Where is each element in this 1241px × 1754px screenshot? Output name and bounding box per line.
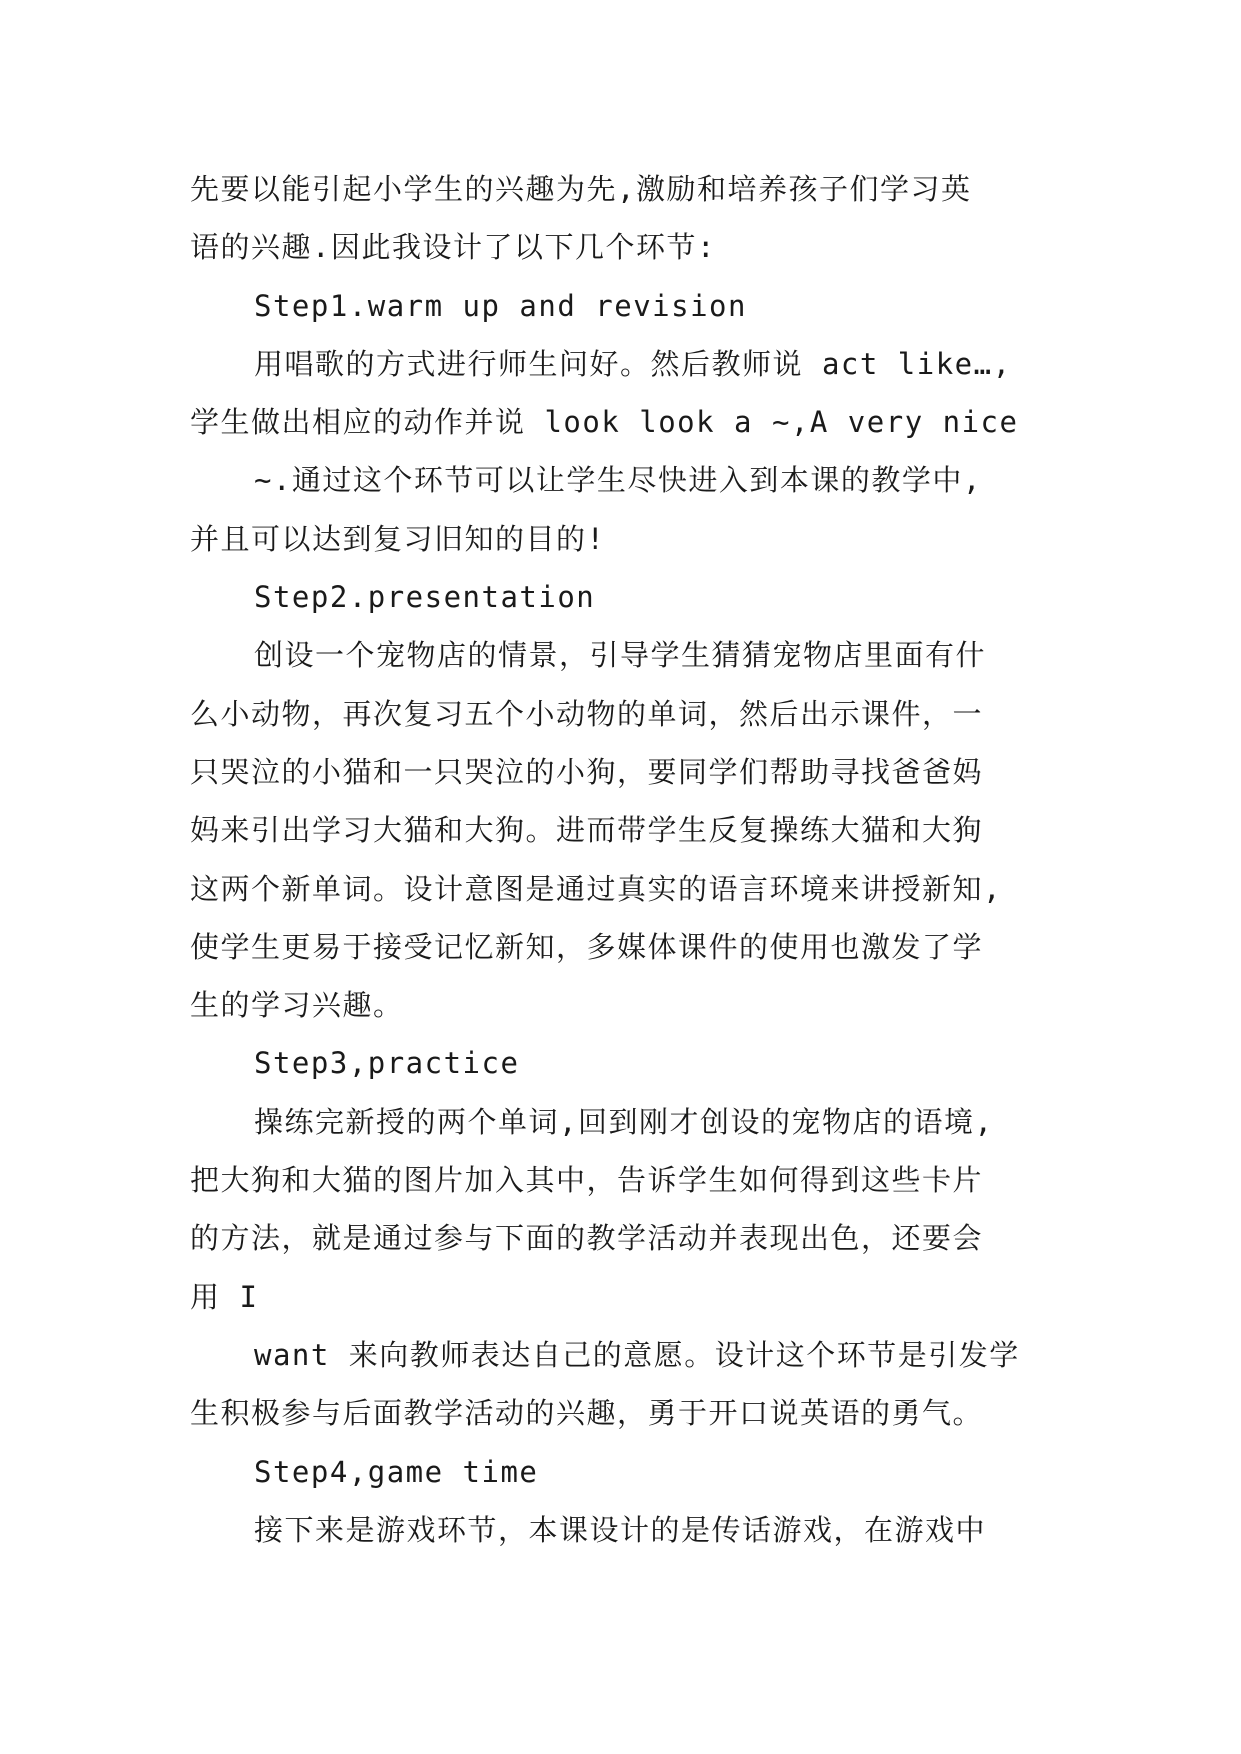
text-line-4: 用唱歌的方式进行师生问好。然后教师说 act like…, bbox=[254, 346, 1012, 381]
text-line-24: 接下来是游戏环节，本课设计的是传话游戏，在游戏中 bbox=[254, 1512, 987, 1547]
text-line-6: ~.通过这个环节可以让学生尽快进入到本课的教学中, bbox=[254, 463, 982, 498]
text-line-20: 用 I bbox=[190, 1279, 259, 1314]
text-line-18: 把大狗和大猫的图片加入其中，告诉学生如何得到这些卡片 bbox=[190, 1163, 984, 1198]
text-line-15: 生的学习兴趣。 bbox=[190, 988, 404, 1023]
step1-heading: Step1.warm up and revision bbox=[254, 288, 747, 323]
text-line-22: 生积极参与后面教学活动的兴趣，勇于开口说英语的勇气。 bbox=[190, 1396, 984, 1431]
step4-heading: Step4,game time bbox=[254, 1454, 539, 1489]
text-line-12: 妈来引出学习大猫和大狗。进而带学生反复操练大猫和大狗 bbox=[190, 813, 984, 848]
text-line-11: 只哭泣的小猫和一只哭泣的小狗，要同学们帮助寻找爸爸妈 bbox=[190, 754, 984, 789]
text-line-1: 先要以能引起小学生的兴趣为先,激励和培养孩子们学习英 bbox=[190, 172, 972, 206]
step2-heading: Step2.presentation bbox=[254, 580, 596, 615]
text-line-7: 并且可以达到复习旧知的目的! bbox=[190, 521, 606, 556]
text-line-19: 的方法，就是通过参与下面的教学活动并表现出色，还要会 bbox=[190, 1221, 984, 1256]
text-line-10: 么小动物，再次复习五个小动物的单词，然后出示课件，一 bbox=[190, 696, 984, 731]
text-line-17: 操练完新授的两个单词,回到刚才创设的宠物店的语境, bbox=[254, 1104, 994, 1139]
text-line-5: 学生做出相应的动作并说 look look a ~,A very nice bbox=[190, 405, 1019, 440]
document-body bbox=[190, 160, 1060, 1559]
text-line-2: 语的兴趣.因此我设计了以下几个环节: bbox=[190, 230, 716, 265]
text-line-9: 创设一个宠物店的情景，引导学生猜猜宠物店里面有什 bbox=[254, 638, 987, 673]
text-line-14: 使学生更易于接受记忆新知，多媒体课件的使用也激发了学 bbox=[190, 929, 984, 964]
step3-heading: Step3,practice bbox=[254, 1046, 520, 1081]
text-line-13: 这两个新单词。设计意图是通过真实的语言环境来讲授新知, bbox=[190, 871, 1002, 906]
text-line-21: want 来向教师表达自己的意愿。设计这个环节是引发学 bbox=[254, 1337, 1020, 1372]
